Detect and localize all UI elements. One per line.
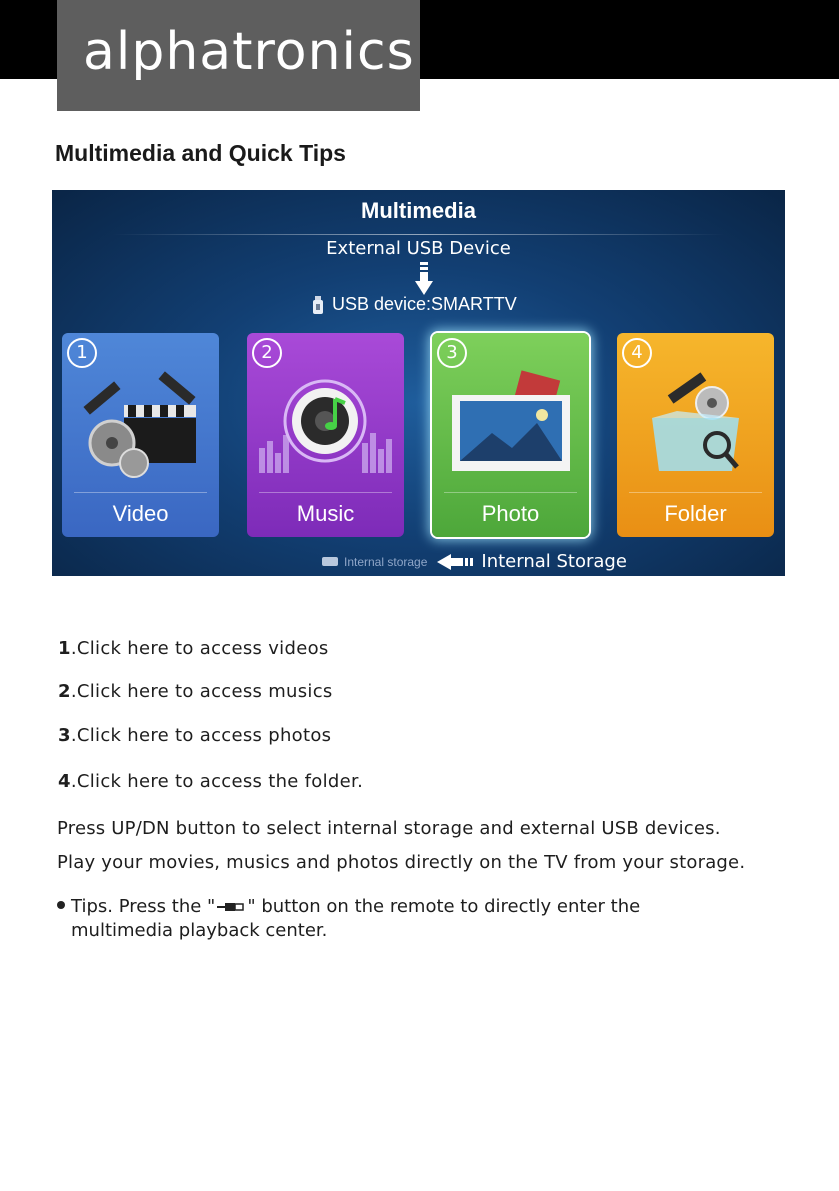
tile-number: 1 [67,338,97,368]
tile-label: Folder [664,501,727,526]
divider [74,492,207,493]
divider [629,492,762,493]
down-arrow-icon [415,262,433,296]
usb-button-icon [215,901,247,913]
internal-storage-row[interactable] [322,551,627,572]
step-number: 4 [58,771,71,792]
usb-device-label: USB device:SMARTTV [332,294,517,314]
tile-folder[interactable] [617,333,774,537]
tile-number: 2 [252,338,282,368]
step-text: .Click here to access photos [70,725,332,746]
music-note-icon [247,363,404,483]
step-number: 1 [58,638,71,659]
folder-icon [617,363,774,483]
tile-music[interactable] [247,333,404,537]
external-usb-label: External USB Device [326,238,511,259]
step-text: .Click here to access musics [70,681,333,702]
tile-video[interactable] [62,333,219,537]
list-item [58,725,331,746]
step-text: .Click here to access videos [70,638,329,659]
internal-storage-label: Internal Storage [481,551,627,572]
paragraph: Play your movies, musics and photos directly on the TV from your storage. [57,852,746,873]
tile-number: 4 [622,338,652,368]
internal-storage-item: Internal storage [344,554,428,569]
hard-drive-icon [322,557,338,566]
list-item [58,771,363,792]
tile-photo[interactable] [432,333,589,537]
divider [444,492,577,493]
divider [112,234,725,235]
list-item [58,638,329,659]
step-number: 3 [58,725,71,746]
screen-title: Multimedia [361,198,476,223]
left-arrow-icon [437,554,475,570]
page-title: Multimedia and Quick Tips [55,140,346,166]
tile-label: Music [296,501,355,526]
tip-text-after: " button on the remote to directly enter the [247,896,641,917]
tile-label: Video [112,501,169,526]
multimedia-screenshot [52,190,785,576]
paragraph: Press UP/DN button to select internal storage and external USB devices. [57,818,721,839]
list-item [58,681,333,702]
photo-frame-icon [432,363,589,483]
tile-label: Photo [481,501,540,526]
divider [259,492,392,493]
tip-note [57,895,640,943]
film-clapper-icon [62,363,219,483]
brand-name: alphatronics [83,22,415,82]
tip-text-before: Tips. Press the " [71,896,216,917]
step-number: 2 [58,681,71,702]
usb-drive-icon [312,296,324,314]
tip-text-line2: multimedia playback center. [71,920,328,941]
brand-logo [57,0,420,111]
bullet-icon [57,901,65,909]
tile-number: 3 [437,338,467,368]
usb-device-item[interactable] [312,294,517,315]
step-text: .Click here to access the folder. [70,771,364,792]
